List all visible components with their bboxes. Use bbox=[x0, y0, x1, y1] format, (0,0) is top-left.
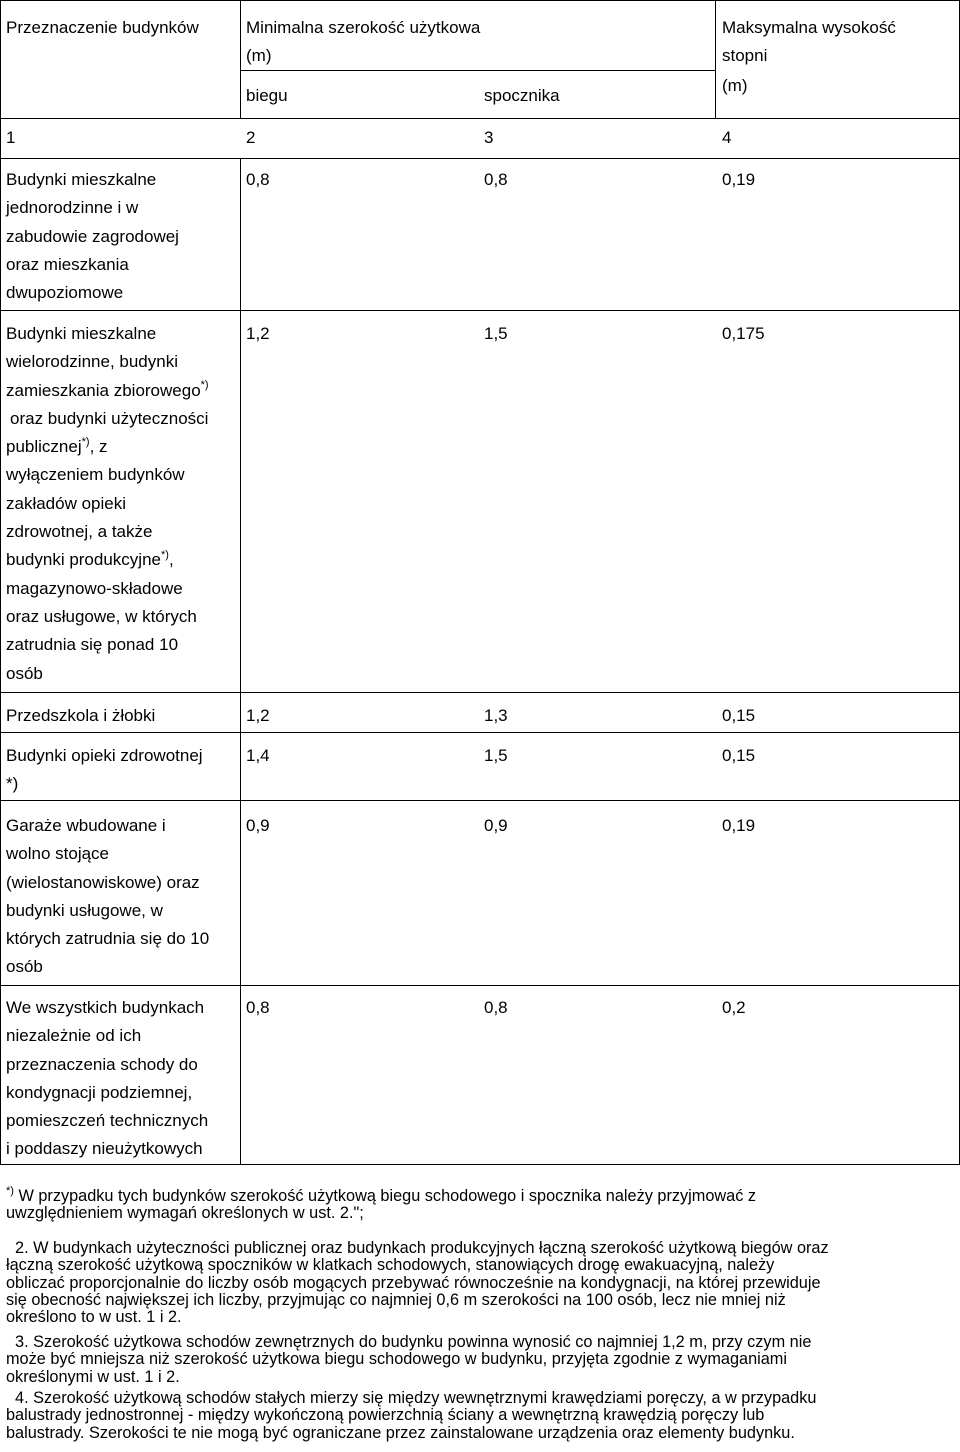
column-number-rule bbox=[0, 158, 960, 159]
table-row-6-landing: 0,8 bbox=[484, 998, 508, 1017]
table-row-3-purpose: Przedszkola i żłobki bbox=[6, 706, 156, 725]
header-subdivider bbox=[240, 70, 715, 71]
table-row-3-height: 0,15 bbox=[722, 706, 756, 725]
row-divider bbox=[0, 310, 960, 311]
table-row-4-height: 0,15 bbox=[722, 746, 756, 765]
header-col-divider-2 bbox=[715, 0, 716, 119]
table-border-bottom bbox=[0, 1164, 960, 1165]
header-purpose: Przeznaczenie budynków bbox=[6, 18, 199, 37]
header-max-height-line1: Maksymalna wysokość bbox=[722, 18, 896, 37]
table-row-1-flight: 0,8 bbox=[246, 170, 270, 189]
footnote-note: *) W przypadku tych budynków szerokość użytkową biegu schodowego i spocznika należy przyjmować z bbox=[6, 1184, 756, 1205]
header-bottom-rule bbox=[0, 118, 960, 119]
table-row-4-landing: 1,5 bbox=[484, 746, 508, 765]
footnote-mark: *) bbox=[200, 378, 209, 391]
column-number: 1 bbox=[6, 128, 16, 147]
table-row-2-purpose: Budynki mieszkalne wielorodzinne, budynki zamieszkania zbiorowego*) oraz budynki użyteczności publicznej*), z wyłączeniem budynków zakładów opieki zdrowotnej, a także budynki produkcyjne*), magazynowo-składowe oraz usługowe, w których zatrudnia się ponad 10 osób bbox=[6, 324, 209, 683]
paragraph-2: 2. W budynkach użyteczności publicznej oraz budynkach produkcyjnych łączną szerokość użytkową biegów oraz łączną szerokość użytkową spoczników w klatkach schodowych, stanowiących drogę ewakuacyjną, należy obliczać proporcjonalnie do liczby osób mogących przebywać równocześnie na kondygnacji, na której przewiduje się obecność największej ich liczby, przyjmując co najmniej 0,6 m szerokości na 100 osób, lecz nie mniej niż określono to w ust. 1 i 2. bbox=[6, 1239, 829, 1327]
table-row-4-purpose: Budynki opieki zdrowotnej *) bbox=[6, 746, 203, 794]
header-landing: spocznika bbox=[484, 86, 560, 105]
header-max-height-unit: (m) bbox=[722, 76, 748, 95]
header-col-divider-1 bbox=[240, 0, 241, 119]
table-row-1-height: 0,19 bbox=[722, 170, 756, 189]
header-max-height-line2: stopni bbox=[722, 46, 768, 65]
column-number: 4 bbox=[722, 128, 732, 147]
footnote-mark: *) bbox=[81, 435, 90, 448]
table-row-6-flight: 0,8 bbox=[246, 998, 270, 1017]
table-row-5-flight: 0,9 bbox=[246, 816, 270, 835]
table-border-left bbox=[0, 0, 1, 1165]
paragraph-3: 3. Szerokość użytkowa schodów zewnętrznych do budynku powinna wynosić co najmniej 1,2 m, przy czym nie może być mniejsza niż szerokość użytkowa biegu schodowego w budynku, przyjęta zgodnie z wymaganiami określonymi w ust. 1 i 2. bbox=[6, 1333, 812, 1386]
paragraph-4: 4. Szerokość użytkową schodów stałych mierzy się między wewnętrznymi krawędziami poręczy, a w przypadku balustrady jednostronnej - między wykończoną powierzchnią ściany a wewnętrzną krawędzią poręczy lub balustrady. Szerokości te nie mogą być ograniczane przez zainstalowane urządzenia oraz elementy budynku. bbox=[6, 1389, 817, 1442]
row-divider bbox=[0, 800, 960, 801]
table-row-1-landing: 0,8 bbox=[484, 170, 508, 189]
row-divider bbox=[0, 985, 960, 986]
row-divider bbox=[0, 692, 960, 693]
table-row-2-flight: 1,2 bbox=[246, 324, 270, 343]
column-number: 2 bbox=[246, 128, 256, 147]
table-row-1-purpose: Budynki mieszkalne jednorodzinne i w zabudowie zagrodowej oraz mieszkania dwupoziomowe bbox=[6, 170, 179, 303]
column-number: 3 bbox=[484, 128, 494, 147]
table-row-4-flight: 1,4 bbox=[246, 746, 270, 765]
table-row-5-purpose: Garaże wbudowane i wolno stojące (wielostanowiskowe) oraz budynki usługowe, w których zatrudnia się do 10 osób bbox=[6, 816, 210, 977]
header-flight: biegu bbox=[246, 86, 288, 105]
table-border-top bbox=[0, 0, 960, 1]
footnote-text: *) W przypadku tych budynków szerokość użytkową biegu schodowego i spocznika należy przyjmować z uwzględnieniem wymagań określonych w ust. 2."; bbox=[6, 1188, 956, 1223]
table-row-5-height: 0,19 bbox=[722, 816, 756, 835]
footnote-mark: *) bbox=[160, 548, 169, 561]
table-row-5-landing: 0,9 bbox=[484, 816, 508, 835]
table-row-3-landing: 1,3 bbox=[484, 706, 508, 725]
footnote-mark: *) bbox=[6, 1184, 14, 1197]
col-divider bbox=[240, 158, 241, 1165]
table-row-6-purpose: We wszystkich budynkach niezależnie od ich przeznaczenia schody do kondygnacji podziemnej, pomieszczeń technicznych i poddaszy nieużytkowych bbox=[6, 998, 209, 1159]
table-row-2-landing: 1,5 bbox=[484, 324, 508, 343]
table-row-6-height: 0,2 bbox=[722, 998, 746, 1017]
row-divider bbox=[0, 732, 960, 733]
header-min-width: Minimalna szerokość użytkowa bbox=[246, 18, 481, 37]
table-row-3-flight: 1,2 bbox=[246, 706, 270, 725]
table-row-2-height: 0,175 bbox=[722, 324, 765, 343]
header-min-width-unit: (m) bbox=[246, 46, 272, 65]
